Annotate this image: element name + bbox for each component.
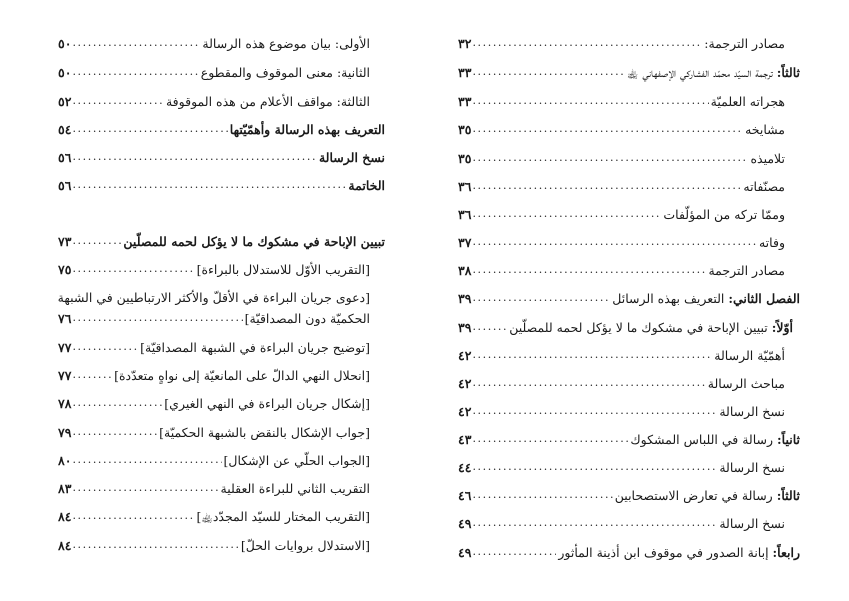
leader-dots	[472, 485, 612, 505]
toc-entry	[458, 120, 785, 140]
entry-title: [التقريب الأوّل للاستدلال بالبراءة]	[196, 262, 370, 277]
entry-title: مصادر الترجمة:	[704, 36, 785, 51]
toc-entry	[58, 260, 370, 280]
page-number: ٤٢	[458, 376, 472, 391]
leader-dots	[472, 288, 610, 308]
toc-entry	[58, 479, 370, 499]
page-number: ٥٠	[58, 36, 72, 51]
entry-title: هجراته العلميّة	[710, 94, 785, 109]
leader-dots	[472, 119, 743, 139]
toc-entry	[58, 536, 370, 556]
entry-text: رسالة في تعارض الاستصحابين	[614, 488, 777, 503]
toc-entry	[58, 63, 370, 83]
leader-dots	[472, 429, 628, 449]
leader-dots	[472, 176, 741, 196]
page-number: ٧٧	[58, 340, 72, 355]
leader-dots	[72, 175, 346, 195]
leader-dots	[472, 91, 708, 111]
entry-lead: ثالثاً:	[776, 65, 800, 80]
leader-dots	[472, 373, 705, 393]
page-number: ٣٧	[458, 235, 472, 250]
page-number: ٧٩	[58, 425, 72, 440]
toc-entry	[58, 451, 370, 471]
page-number: ٣٥	[458, 122, 472, 137]
entry-title: وممّا تركه من المؤلّفات	[663, 207, 785, 222]
page-number: ٣٥	[458, 151, 472, 166]
page-number: ٤٤	[458, 460, 472, 475]
entry-title: مشايخه	[745, 122, 785, 137]
entry-title: الخاتمة	[348, 178, 385, 193]
entry-title: التقريب الثاني للبراءة العقلية	[220, 481, 370, 496]
page-number: ٣٦	[458, 179, 472, 194]
entry-lead: رابعاً:	[772, 545, 800, 560]
entry-title	[628, 430, 800, 450]
toc-entry	[58, 176, 385, 196]
entry-title: نسخ الرسالة	[719, 404, 785, 419]
page-number: ٧٣	[58, 234, 72, 249]
leader-dots	[472, 345, 712, 365]
leader-dots	[472, 204, 661, 224]
leader-dots	[72, 308, 242, 328]
toc-entry	[58, 366, 370, 386]
toc-entry	[458, 458, 785, 478]
toc-entry	[458, 261, 785, 281]
toc-entry	[458, 346, 785, 366]
page-number: ٤٦	[458, 488, 472, 503]
toc-entry	[58, 148, 385, 168]
leader-dots	[472, 401, 717, 421]
entry-title: وفاته	[758, 235, 785, 250]
entry-title: التعريف بهذه الرسالة وأهمّيّتها	[229, 122, 385, 137]
toc-entry	[458, 318, 793, 338]
page-number: ٧٥	[58, 262, 72, 277]
page-number: ٧٨	[58, 396, 72, 411]
toc-entry	[458, 233, 785, 253]
toc-entry	[58, 394, 370, 414]
toc-entry	[458, 430, 800, 450]
leader-dots	[472, 260, 706, 280]
toc-entry	[458, 514, 785, 534]
leader-dots	[72, 506, 194, 526]
page-number: ٨٤	[58, 509, 72, 524]
entry-title	[556, 543, 800, 563]
leader-dots	[472, 232, 757, 252]
entry-title-line1: [دعوى جريان البراءة في الأقلّ والأكثر الارتباطيين في الشبهة	[57, 290, 370, 305]
entry-title: [الجواب الحلّي عن الإشكال]	[223, 453, 370, 468]
leader-dots	[72, 33, 200, 53]
toc-entry	[458, 92, 785, 112]
entry-title: [توضيح جريان البراءة في الشبهة المصداقيّة]	[140, 340, 370, 355]
entry-text: رسالة في اللباس المشكوك	[630, 432, 778, 447]
entry-lead: ثالثاً:	[776, 488, 800, 503]
entry-title: الثالثة: مواقف الأعلام من هذه الموقوفة	[165, 94, 370, 109]
leader-dots	[472, 457, 717, 477]
leader-dots	[72, 535, 238, 555]
entry-title: الثانية: معنى الموقوف والمقطوع	[200, 65, 370, 80]
leader-dots	[72, 119, 227, 139]
entry-title: نسخ الرسالة	[318, 150, 385, 165]
entry-title: [إشكال جريان البراءة في النهي الغيري]	[164, 396, 370, 411]
page-number: ٣٦	[458, 207, 472, 222]
entry-title: مباحث الرسالة	[707, 376, 785, 391]
leader-dots	[72, 231, 121, 251]
leader-dots	[72, 365, 112, 385]
page-number: ٣٣	[458, 94, 472, 109]
leader-dots	[72, 478, 218, 498]
leader-dots	[472, 62, 625, 82]
leader-dots	[472, 33, 702, 53]
entry-title	[625, 63, 800, 83]
entry-title	[613, 486, 800, 506]
entry-title	[507, 318, 793, 338]
entry-text: التعريف بهذه الرسائل	[612, 291, 729, 306]
entry-title: نسخ الرسالة	[719, 516, 785, 531]
page-number: ٣٩	[458, 320, 472, 335]
entry-title: أهمّيّة الرسالة	[714, 348, 785, 363]
toc-entry	[458, 34, 785, 54]
toc-entry	[458, 486, 800, 506]
toc-entry	[458, 289, 800, 309]
entry-title: الأولى: بيان موضوع هذه الرسالة	[202, 36, 370, 51]
page-number: ٥٦	[58, 178, 72, 193]
page-number: ٨٣	[58, 481, 72, 496]
page-number: ٣٩	[458, 291, 472, 306]
entry-text: ترجمة السيّد محمّد الفشاركي الإصفهاني ﵀	[627, 65, 777, 80]
page-number: ٣٣	[458, 65, 472, 80]
leader-dots	[72, 393, 162, 413]
entry-text: إبانة الصدور في موقوف ابن أذينة المأثور	[558, 545, 773, 560]
leader-dots	[72, 450, 221, 470]
entry-lead: ثانياً:	[777, 432, 800, 447]
page-number: ٥٦	[58, 150, 72, 165]
entry-lead: الفصل الثاني:	[728, 291, 800, 306]
page-number: ٧٧	[58, 368, 72, 383]
leader-dots	[72, 422, 157, 442]
page-number: ٤٩	[458, 545, 472, 560]
entry-text: تبيين الإباحة في مشكوك ما لا يؤكل لحمه للمصلّين	[509, 320, 772, 335]
toc-entry	[58, 120, 385, 140]
entry-title: [التقريب المختار للسيّد المجدّد﵀]	[196, 509, 370, 524]
toc-entry	[458, 149, 785, 169]
leader-dots	[72, 259, 194, 279]
toc-entry	[58, 423, 370, 443]
entry-title: الحكميّة دون المصداقيّة]	[244, 311, 370, 326]
toc-entry	[458, 63, 800, 83]
leader-dots	[72, 147, 317, 167]
entry-title: تبيين الإباحة في مشكوك ما لا يؤكل لحمه للمصلّين	[123, 234, 385, 249]
entry-title	[610, 289, 800, 309]
leader-dots	[472, 148, 748, 168]
toc-entry	[58, 309, 370, 329]
page-number: ٥٠	[58, 65, 72, 80]
leader-dots	[472, 513, 717, 533]
page-number: ٨٠	[58, 453, 72, 468]
page-number: ٣٨	[458, 263, 472, 278]
toc-entry	[58, 232, 385, 252]
entry-title: تلاميذه	[750, 151, 785, 166]
toc-entry	[58, 92, 370, 112]
page-number: ٨٤	[58, 538, 72, 553]
entry-title: مصنّفاته	[743, 179, 785, 194]
page-number: ٤٩	[458, 516, 472, 531]
leader-dots	[472, 317, 507, 337]
toc-entry	[58, 34, 370, 54]
toc-entry	[458, 374, 785, 394]
entry-title: [جواب الإشكال بالنقض بالشبهة الحكميّة]	[159, 425, 370, 440]
entry-lead: أوّلاً:	[771, 320, 793, 335]
entry-title: نسخ الرسالة	[719, 460, 785, 475]
leader-dots	[72, 337, 138, 357]
page-number: ٥٤	[58, 122, 72, 137]
page-number: ٤٣	[458, 432, 472, 447]
toc-entry	[458, 543, 800, 563]
entry-title: [انحلال النهي الدالّ على المانعيّة إلى نواهٍ متعدّدة]	[114, 368, 370, 383]
leader-dots	[72, 91, 164, 111]
page-number: ٧٦	[58, 311, 72, 326]
page-number: ٥٢	[58, 94, 72, 109]
leader-dots	[72, 62, 198, 82]
page-number: ٤٢	[458, 348, 472, 363]
toc-entry	[458, 205, 785, 225]
entry-title: [الاستدلال بروايات الحلّ]	[240, 538, 370, 553]
toc-entry	[458, 402, 785, 422]
page-number: ٣٢	[458, 36, 472, 51]
page-number: ٤٢	[458, 404, 472, 419]
toc-entry	[58, 338, 370, 358]
toc-entry	[458, 177, 785, 197]
toc-entry	[58, 507, 370, 527]
leader-dots	[472, 542, 556, 562]
entry-title: مصادر الترجمة	[708, 263, 785, 278]
